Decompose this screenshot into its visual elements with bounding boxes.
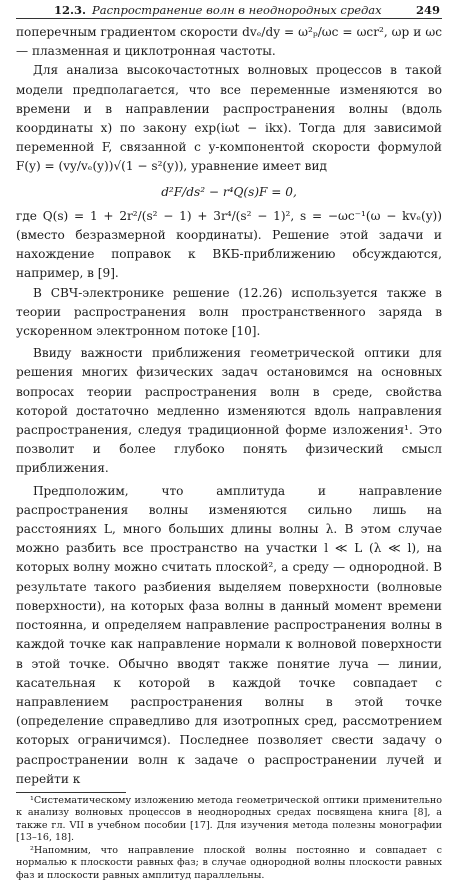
equation-display: d²F/ds² − r⁴Q(s)F = 0, [161, 184, 297, 199]
paragraph-1: поперечным градиентом скорости dvₑ/dy = ω²ₚ/ωc = ωcr², ωp и ωc — плазменная и циклотронная частоты. [16, 25, 442, 59]
page-number: 249 [415, 3, 440, 17]
running-header [16, 3, 442, 19]
footnote-divider [16, 792, 126, 793]
footnote-1: ¹Систематическому изложению метода геометрической оптики применительно к анализу волновых процессов в неоднородных средах посвящена книга [8], а также гл. VII в учебном пособии [17]. Для изучения метода полезны монографии [13–16, 18]. [16, 794, 442, 844]
paragraph-5: Ввиду важности приближения геометрической оптики для решения многих физических задач остановимся на основных вопросах теории распространения волн в среде, свойства которой достаточно медленно изменяются вдоль направления распространения, следуя традиционной форме изложения¹. Это позволит и более глубоко понять физический смысл приближения. [16, 346, 442, 476]
footnote-2: ²Напомним, что направление плоской волны постоянно и совпадает с нормалью к плоскости равных фаз; в случае однородной волны плоскости равных фаз и плоскости равных амплитуд параллельны. [16, 844, 442, 881]
section-number: 12.3. [54, 3, 87, 17]
main-text [16, 23, 442, 789]
paragraph-6: Предположим, что амплитуда и направление распространения волны изменяются сильно лишь на расстояниях L, много больших длины волны λ. В этом случае можно разбить все пространство на участки l ≪ L (λ ≪ l), на которых волну можно считать плоской², а среду — однородной. В результате такого разбиения выделяем поверхности (волновые поверхности), на которых фаза волны в данный момент времени постоянна, и определяем направление распространения волны в каждой точке как направление нормали к волновой поверхности в этой точке. Обычно вводят также понятие луча — линии, касательная к которой в каждой точке совпадает с направлением распространения волны в этой точке (определение справедливо для изотропных сред, рассмотрением которых ограничимся). Последнее позволяет свести задачу о распространении волн к задаче о распространении лучей и перейти к [16, 483, 442, 786]
paragraph-3: где Q(s) = 1 + 2r²/(s² − 1) + 3r⁴/(s² − 1)², s = −ωc⁻¹(ω − kvₑ(y)) (вместо безразмерной координаты). Решение этой задачи и нахождение поправок к ВКБ-приближению обсуждаются, например, в [9]. [16, 208, 442, 281]
footnotes [16, 792, 442, 882]
header-section [54, 3, 382, 17]
paragraph-2: Для анализа высокочастотных волновых процессов в такой модели предполагается, что все переменные изменяются во времени и в направлении распространения волны (вдоль координаты x) по закону exp(iωt − ikx). Тогда для зависимой переменной F, связанной с y-компонентой скорости формулой F(y) = (vy/vₑ(y))√(1 − s²(y)), уравнение имеет вид [16, 63, 442, 174]
section-title: Распространение волн в неоднородных средах [92, 3, 382, 17]
paragraph-4: В СВЧ-электронике решение (12.26) используется также в теории распространения волн пространственного заряда в ускоренном электронном потоке [10]. [16, 285, 442, 339]
